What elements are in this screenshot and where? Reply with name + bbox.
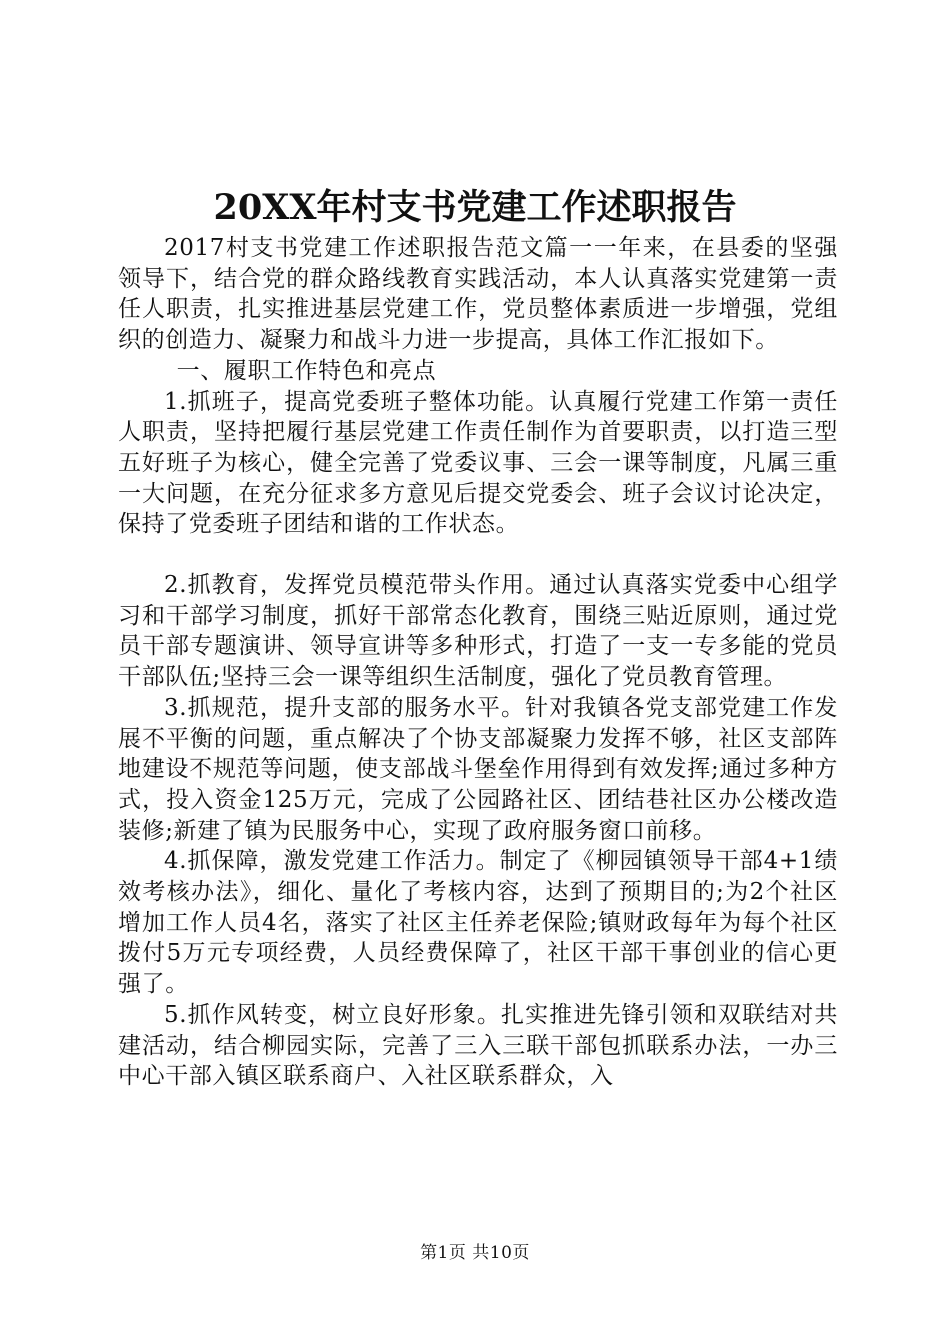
paragraph-item-2: 2.抓教育，发挥党员模范带头作用。通过认真落实党委中心组学习和干部学习制度，抓好干部常态化教育，围绕三贴近原则，通过党员干部专题演讲、领导宣讲等多种形式，打造了一支一专多能的党员干部队伍;坚持三会一课等组织生活制度，强化了党员教育管理。	[118, 572, 838, 691]
paragraph-item-5: 5.抓作风转变，树立良好形象。扎实推进先锋引领和双联结对共建活动，结合柳园实际，完善了三入三联干部包抓联系办法，一办三中心干部入镇区联系商户、入社区联系群众，入	[118, 1001, 838, 1090]
paragraph-item-4: 4.抓保障，激发党建工作活力。制定了《柳园镇领导干部4+1绩效考核办法》，细化、量化了考核内容，达到了预期目的;为2个社区增加工作人员4名，落实了社区主任养老保险;镇财政每年为每个社区拨付5万元专项经费，人员经费保障了，社区干部干事创业的信心更强了。	[118, 848, 838, 998]
document-title: 20XX年村支书党建工作述职报告	[213, 187, 737, 228]
paragraph-intro: 2017村支书党建工作述职报告范文篇一一年来，在县委的坚强领导下，结合党的群众路线教育实践活动，本人认真落实党建第一责任人职责，扎实推进基层党建工作，党员整体素质进一步增强，党组织的创造力、凝聚力和战斗力进一步提高，具体工作汇报如下。	[118, 235, 838, 354]
paragraph-item-3: 3.抓规范，提升支部的服务水平。针对我镇各党支部党建工作发展不平衡的问题，重点解决了个协支部凝聚力发挥不够，社区支部阵地建设不规范等问题，使支部战斗堡垒作用得到有效发挥;通过多种方式，投入资金125万元，完成了公园路社区、团结巷社区办公楼改造装修;新建了镇为民服务中心，实现了政府服务窗口前移。	[118, 694, 838, 844]
document-body	[118, 233, 838, 1092]
paragraph-item-1: 1.抓班子，提高党委班子整体功能。认真履行党建工作第一责任人职责，坚持把履行基层党建工作责任制作为首要职责，以打造三型五好班子为核心，健全完善了党委议事、三会一课等制度，凡属三重一大问题，在充分征求多方意见后提交党委会、班子会议讨论决定，保持了党委班子团结和谐的工作状态。	[118, 388, 838, 538]
page-footer: 第1页 共10页	[420, 1243, 530, 1263]
section-heading: 一、履职工作特色和亮点	[176, 357, 437, 384]
